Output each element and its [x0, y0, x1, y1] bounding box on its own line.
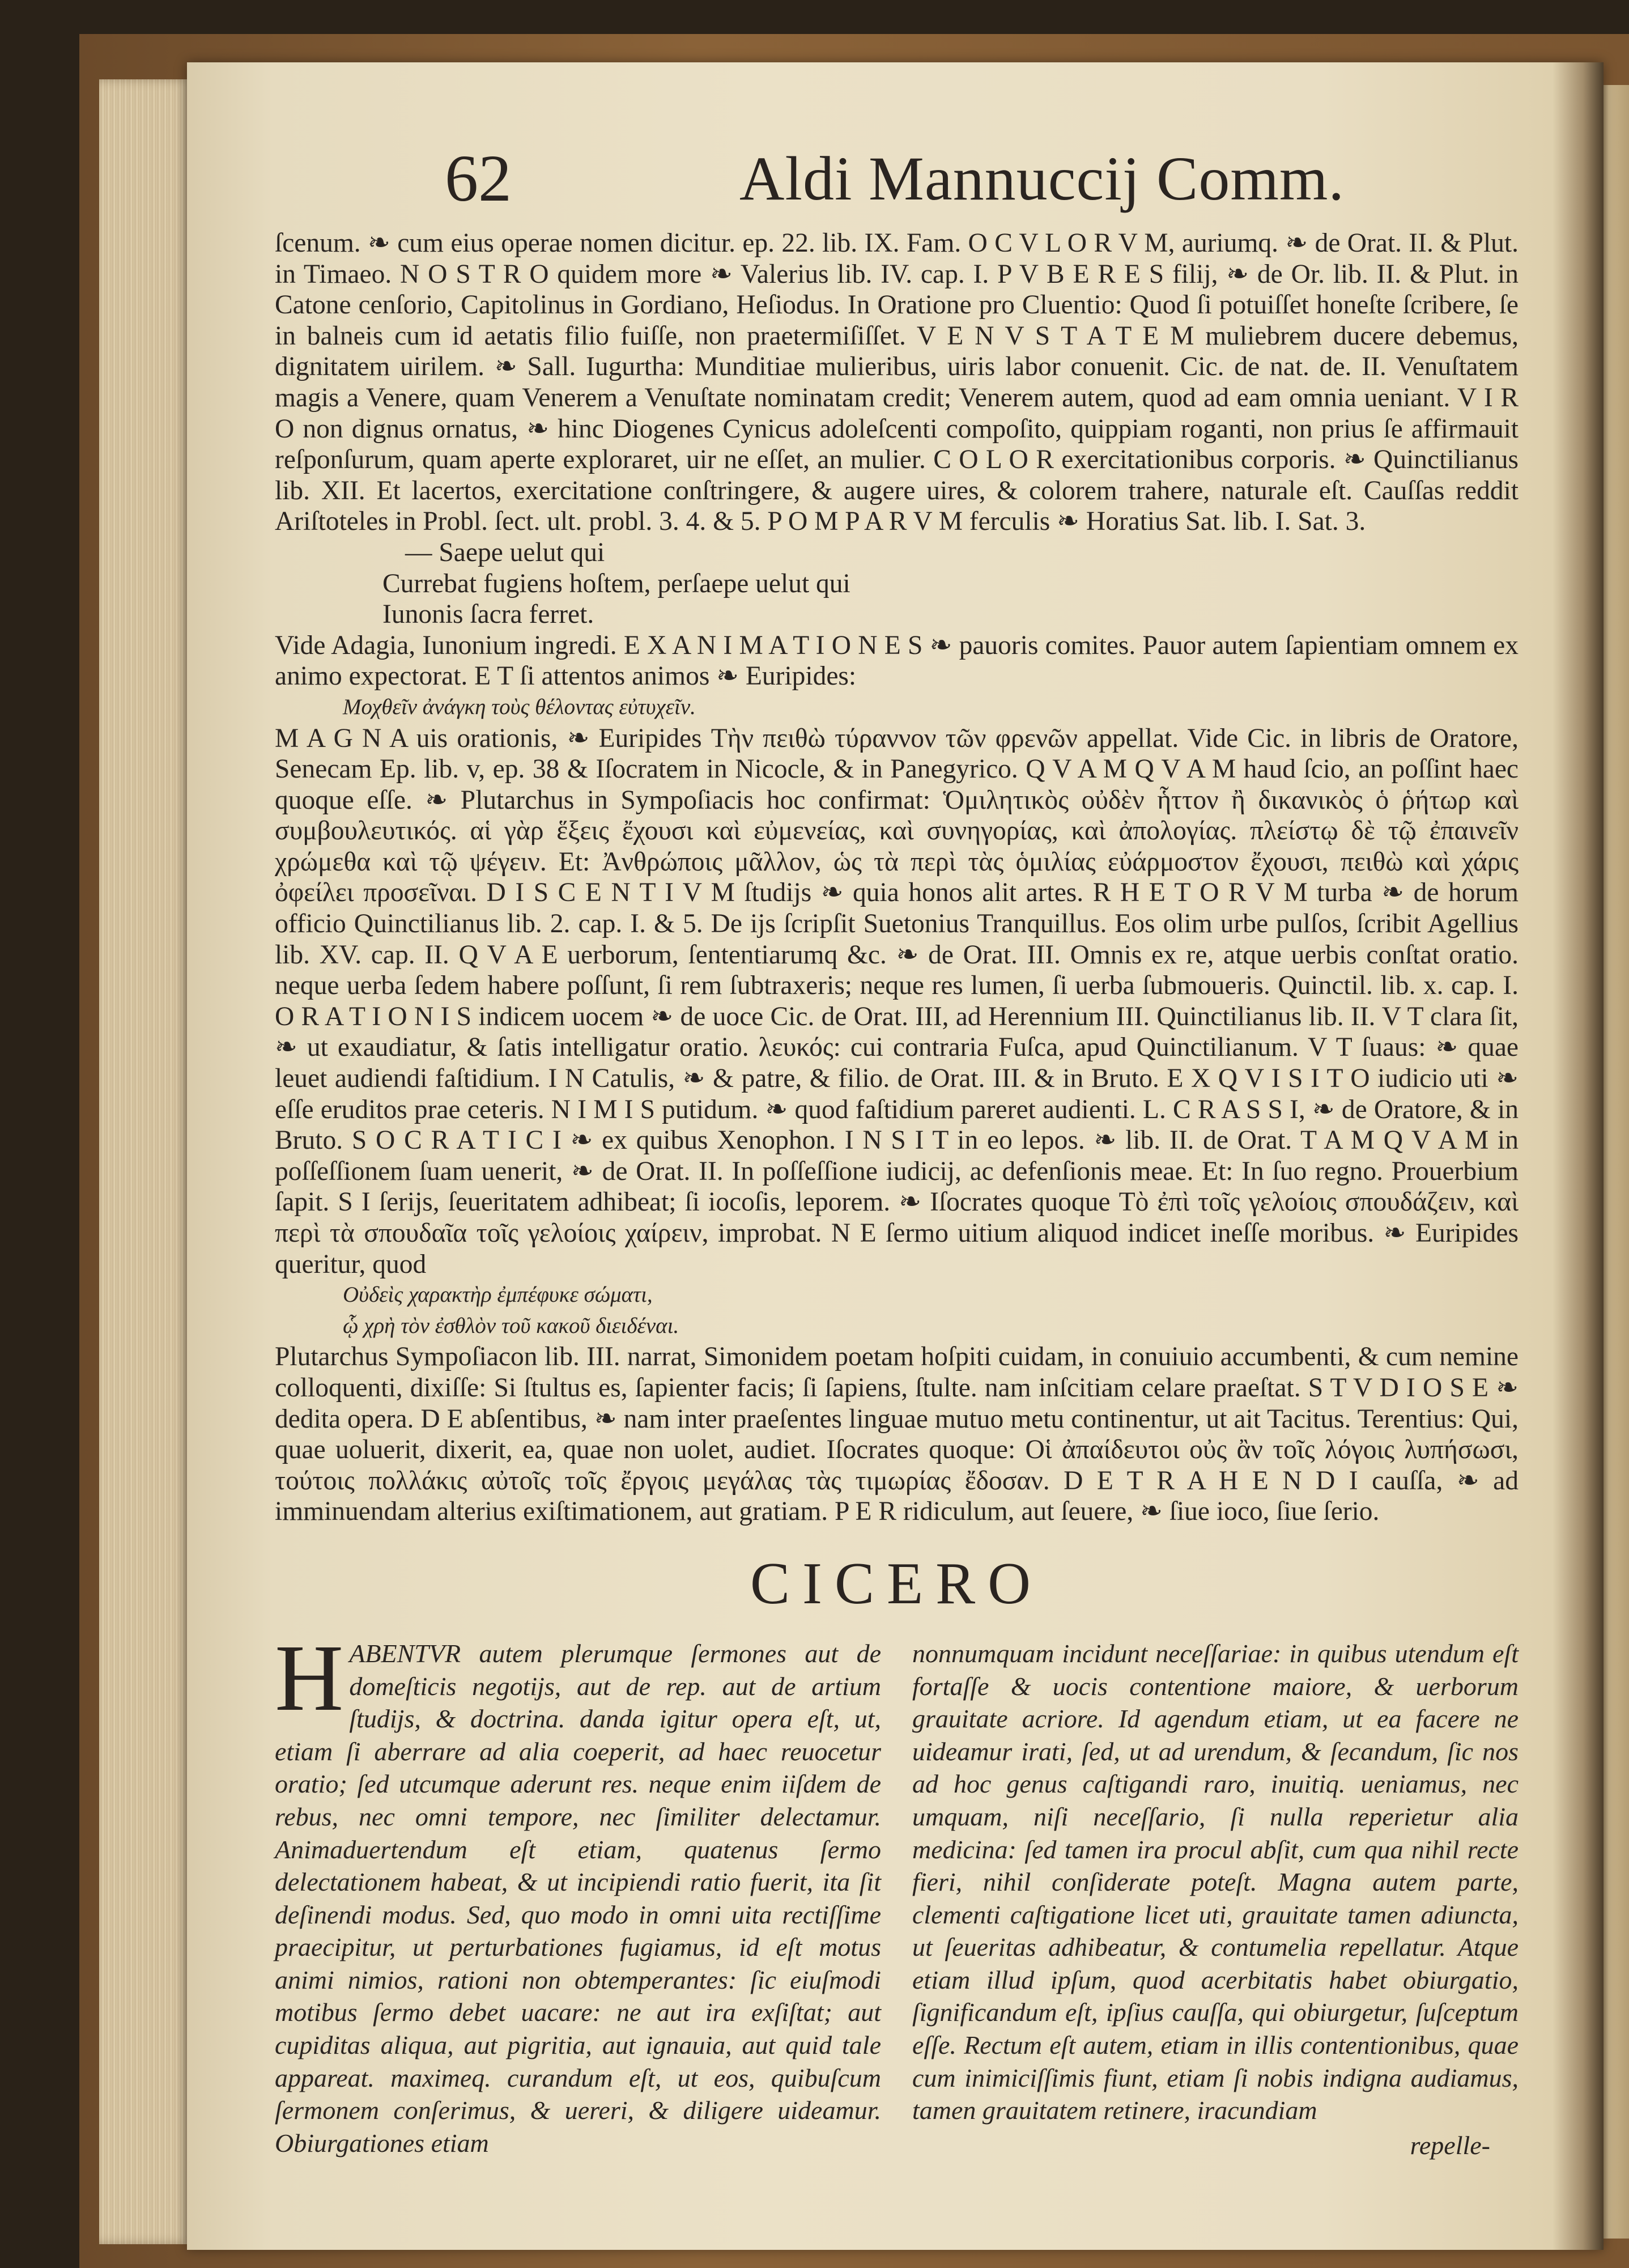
drop-capital: H	[275, 1625, 344, 1731]
commentary-paragraph: Vide Adagia, Iunonium ingredi. E X A N I M A T I O N E S ❧ pauoris comites. Pauor autem ſapientiam omnem ex animo expectorat. E T ſi attentos animos ❧ Euripides:	[275, 630, 1519, 691]
commentary-block	[275, 228, 1519, 1527]
page-header	[275, 142, 1519, 215]
verse-line: — Saepe uelut qui	[405, 537, 605, 567]
commentary-paragraph: Plutarchus Sympoſiacon lib. III. narrat, Simonidem poetam hoſpiti cuidam, in conuiuio accumbenti, & cum nemine colloquenti, dixiſſe: Si ſtultus es, ſapienter facis; ſi ſapiens, ſtulte. nam inſcitiam celare praeſtat. S T V D I O S E ❧ dedita opera. D E abſentibus, ❧ nam inter praeſentes linguae mutuo metu continentur, ut ait Tacitus. Terentius: Qui, quae uoluerit, dixerit, ea, quae non uolet, audiet. Iſocrates quoque: Οἱ ἀπαίδευτοι οὐς ἂν τοῖς λόγοις λυπήσωσι, τούτοις πολλάκις αὐτοῖς τοῖς ἔργοις μεγάλας τὰς τιμωρίας ἔδοσαν. D E T R A H E N D I cauſſa, ❧ ad imminuendam alterius exiſtimationem, aut gratiam. P E R ridiculum, aut ſeuere, ❧ ſiue ioco, ſiue ſerio.	[275, 1342, 1519, 1527]
left-column	[275, 1625, 881, 2162]
commentary-paragraph: M A G N A uis orationis, ❧ Euripides Τὴν πειθὼ τύραννον τῶν φρενῶν appellat. Vide Cic. in libris de Oratore, Senecam Ep. lib. v, ep. 38 & Iſocratem in Nicocle, & in Panegyrico. Q V A M Q V A M haud ſcio, an poſſint haec quoque eſſe. ❧ Plutarchus in Sympoſiacis hoc confirmat: Ὁμιλητικὸς οὐδὲν ἧττον ἢ δικανικὸς ὁ ῥήτωρ καὶ συμβουλευτικός. αἱ γὰρ ἕξεις ἔχουσι καὶ εὐμενείας, καὶ συνηγορίας, καὶ ἀπολογίας. πλείστῳ δὲ τῷ ἐπαινεῖν χρώμεθα καὶ τῷ ψέγειν. Et: Ἀνθρώποις μᾶλλον, ὡς τὰ περὶ τὰς ὁμιλίας εὐάρμοστον ἔχουσι, πειθὼ καὶ χάρις ὀφείλει προσεῖναι. D I S C E N T I V M ſtudijs ❧ quia honos alit artes. R H E T O R V M turba ❧ de horum officio Quinctilianus lib. 2. cap. I. & 5. De ijs ſcripſit Suetonius Tranquillus. Eos olim urbe pulſos, ſcribit Agellius lib. XV. cap. II. Q V A E uerborum, ſententiarumq &c. ❧ de Orat. III. Omnis ex re, atque uerbis conſtat oratio. neque uerba ſedem habere poſſunt, ſi rem ſubtraxeris; neque res lumen, ſi uerba ſubmoueris. Quinctil. lib. x. cap. I. O R A T I O N I S indicem uocem ❧ de uoce Cic. de Orat. III, ad Herennium III. Quinctilianus lib. II. V T clara ſit, ❧ ut exaudiatur, & ſatis intelligatur oratio. λευκός: cui contraria Fuſca, apud Quinctilianum. V T ſuaus: ❧ quae leuet audiendi faſtidium. I N Catulis, ❧ & patre, & filio. de Orat. III. & in Bruto. E X Q V I S I T O iudicio uti ❧ eſſe eruditos prae ceteris. N I M I S putidum. ❧ quod faſtidium pareret audienti. L. C R A S S I, ❧ de Oratore, & in Bruto. S O C R A T I C I ❧ ex quibus Xenophon. I N S I T in eo lepos. ❧ lib. II. de Orat. T A M Q V A M in poſſeſſionem ſuam uenerit, ❧ de Orat. II. In poſſeſſione iudicij, ac defenſionis meae. Et: In ſuo regno. Prouerbium ſapit. S I ſerijs, ſeueritatem adhibeat; ſi iocoſis, leporem. ❧ Iſocrates quoque Τὸ ἐπὶ τοῖς γελοίοις σπουδάζειν, καὶ περὶ τὰ σπουδαῖα τοῖς γελοίοις χαίρειν, improbat. N E ſermo uitium aliquod indicet ineſſe moribus. ❧ Euripides queritur, quod	[275, 723, 1519, 1279]
column-text: nonnumquam incidunt neceſſariae: in quibus utendum eſt fortaſſe & uocis contentione maiore, & uerborum grauitate acriore. Id agendum etiam, ut ea facere ne uideamur irati, ſed, ut ad urendum, & ſecandum, ſic nos ad hoc genus caſtigandi raro, inuitiq. ueniamus, nec umquam, niſi neceſſario, ſi nulla reperietur alia medicina: ſed tamen ira procul abſit, cum qua nihil recte fieri, nihil conſiderate poteſt. Magna autem parte, clementi caſtigatione licet uti, grauitate tamen adiuncta, ut ſeueritas adhibeatur, & contumelia repellatur. Atque etiam illud ipſum, quod acerbitatis habet obiurgatio, ſignificandum eſt, ipſius cauſſa, qui obiurgetur, ſuſceptum eſſe. Rectum eſt autem, etiam in illis contentionibus, quae cum inimiciſſimis fiunt, etiam ſi nobis indigna audiamus, tamen grauitatem retinere, iracundiam	[912, 1638, 1519, 2125]
cicero-text-columns	[275, 1625, 1519, 2162]
greek-verse-line: ᾧ χρὴ τὸν ἐσθλὸν τοῦ κακοῦ διειδέναι.	[343, 1313, 679, 1338]
page-text	[275, 142, 1519, 2161]
greek-verse-line: Οὐδεὶς χαρακτὴρ ἐμπέφυκε σώματι,	[343, 1282, 653, 1307]
commentary-paragraph: ſcenum. ❧ cum eius operae nomen dicitur. ep. 22. lib. IX. Fam. O C V L O R V M, auriumq. ❧ de Orat. II. & Plut. in Timaeo. N O S T R O quidem more ❧ Valerius lib. IV. cap. I. P V B E R E S filij, ❧ de Or. lib. II. & Plut. in Catone cenſorio, Capitolinus in Gordiano, Heſiodus. In Oratione pro Cluentio: Quod ſi potuiſſet honeſte ſcribere, ſe in balneis cum id aetatis filio fuiſſe, non praetermiſiſſet. V E N V S T A T E M muliebrem ducere debemus, dignitatem uirilem. ❧ Sall. Iugurtha: Munditiae mulieribus, uiris labor conuenit. Cic. de nat. de. II. Venuſtatem magis a Venere, quam Venerem a Venuſtate nominatam credit; Venerem autem, quod ad eam omnia ueniant. V I R O non dignus ornatus, ❧ hinc Diogenes Cynicus adoleſcenti compoſito, quippiam roganti, non prius ſe affirmauit reſponſurum, quam aperte exploraret, uir ne eſſet, an mulier. C O L O R exercitationibus corporis. ❧ Quinctilianus lib. XII. Et lacertos, exercitatione conſtringere, & augere uires, & colorem trahere, naturale eſt. Cauſſas reddit Ariſtoteles in Probl. ſect. ult. probl. 3. 4. & 5. P O M P A R V M ferculis ❧ Horatius Sat. lib. I. Sat. 3.	[275, 228, 1519, 537]
column-text: ABENTVR autem plerumque ſermones aut de domeſticis negotijs, aut de rep. aut de artium ſtudijs, & doctrina. danda igitur opera eſt, ut, etiam ſi aberrare ad alia coeperit, ad haec reuocetur oratio; ſed utcumque aderunt res. neque enim iiſdem de rebus, nec omni tempore, nec ſimiliter delectamur. Animaduertendum eſt etiam, quatenus ſermo delectationem habeat, & ut incipiendi ratio fuerit, ita ſit deſinendi modus. Sed, quo modo in omni uita rectiſſime praecipitur, ut perturbationes fugiamus, id eſt motus animi nimios, rationi non obtemperantes: ſic eiuſmodi motibus ſermo debet uacare: ne aut ira exſiſtat; aut cupiditas aliqua, aut pigritia, aut ignauia, aut quid tale appareat. maximeq. curandum eſt, ut eos, quibuſcum ſermonem conſerimus, & uereri, & diligere uideamur. Obiurgationes etiam	[275, 1638, 881, 2157]
catchword: repelle-	[1410, 2130, 1490, 2160]
verse-line: Iunonis ſacra ferret.	[382, 600, 594, 630]
gutter-shadow	[1553, 62, 1604, 2250]
verse-line: Currebat fugiens hoſtem, perſaepe uelut qui	[382, 568, 850, 598]
section-heading: CICERO	[750, 1549, 1044, 1616]
greek-quotation: Μοχθεῖν ἀνάγκη τοὺς θέλοντας εὐτυχεῖν.	[343, 694, 696, 719]
page-number: 62	[445, 141, 512, 215]
right-column	[912, 1637, 1519, 2162]
running-title: Aldi Mannuccij Comm.	[739, 144, 1345, 213]
page-edges	[99, 79, 193, 2244]
